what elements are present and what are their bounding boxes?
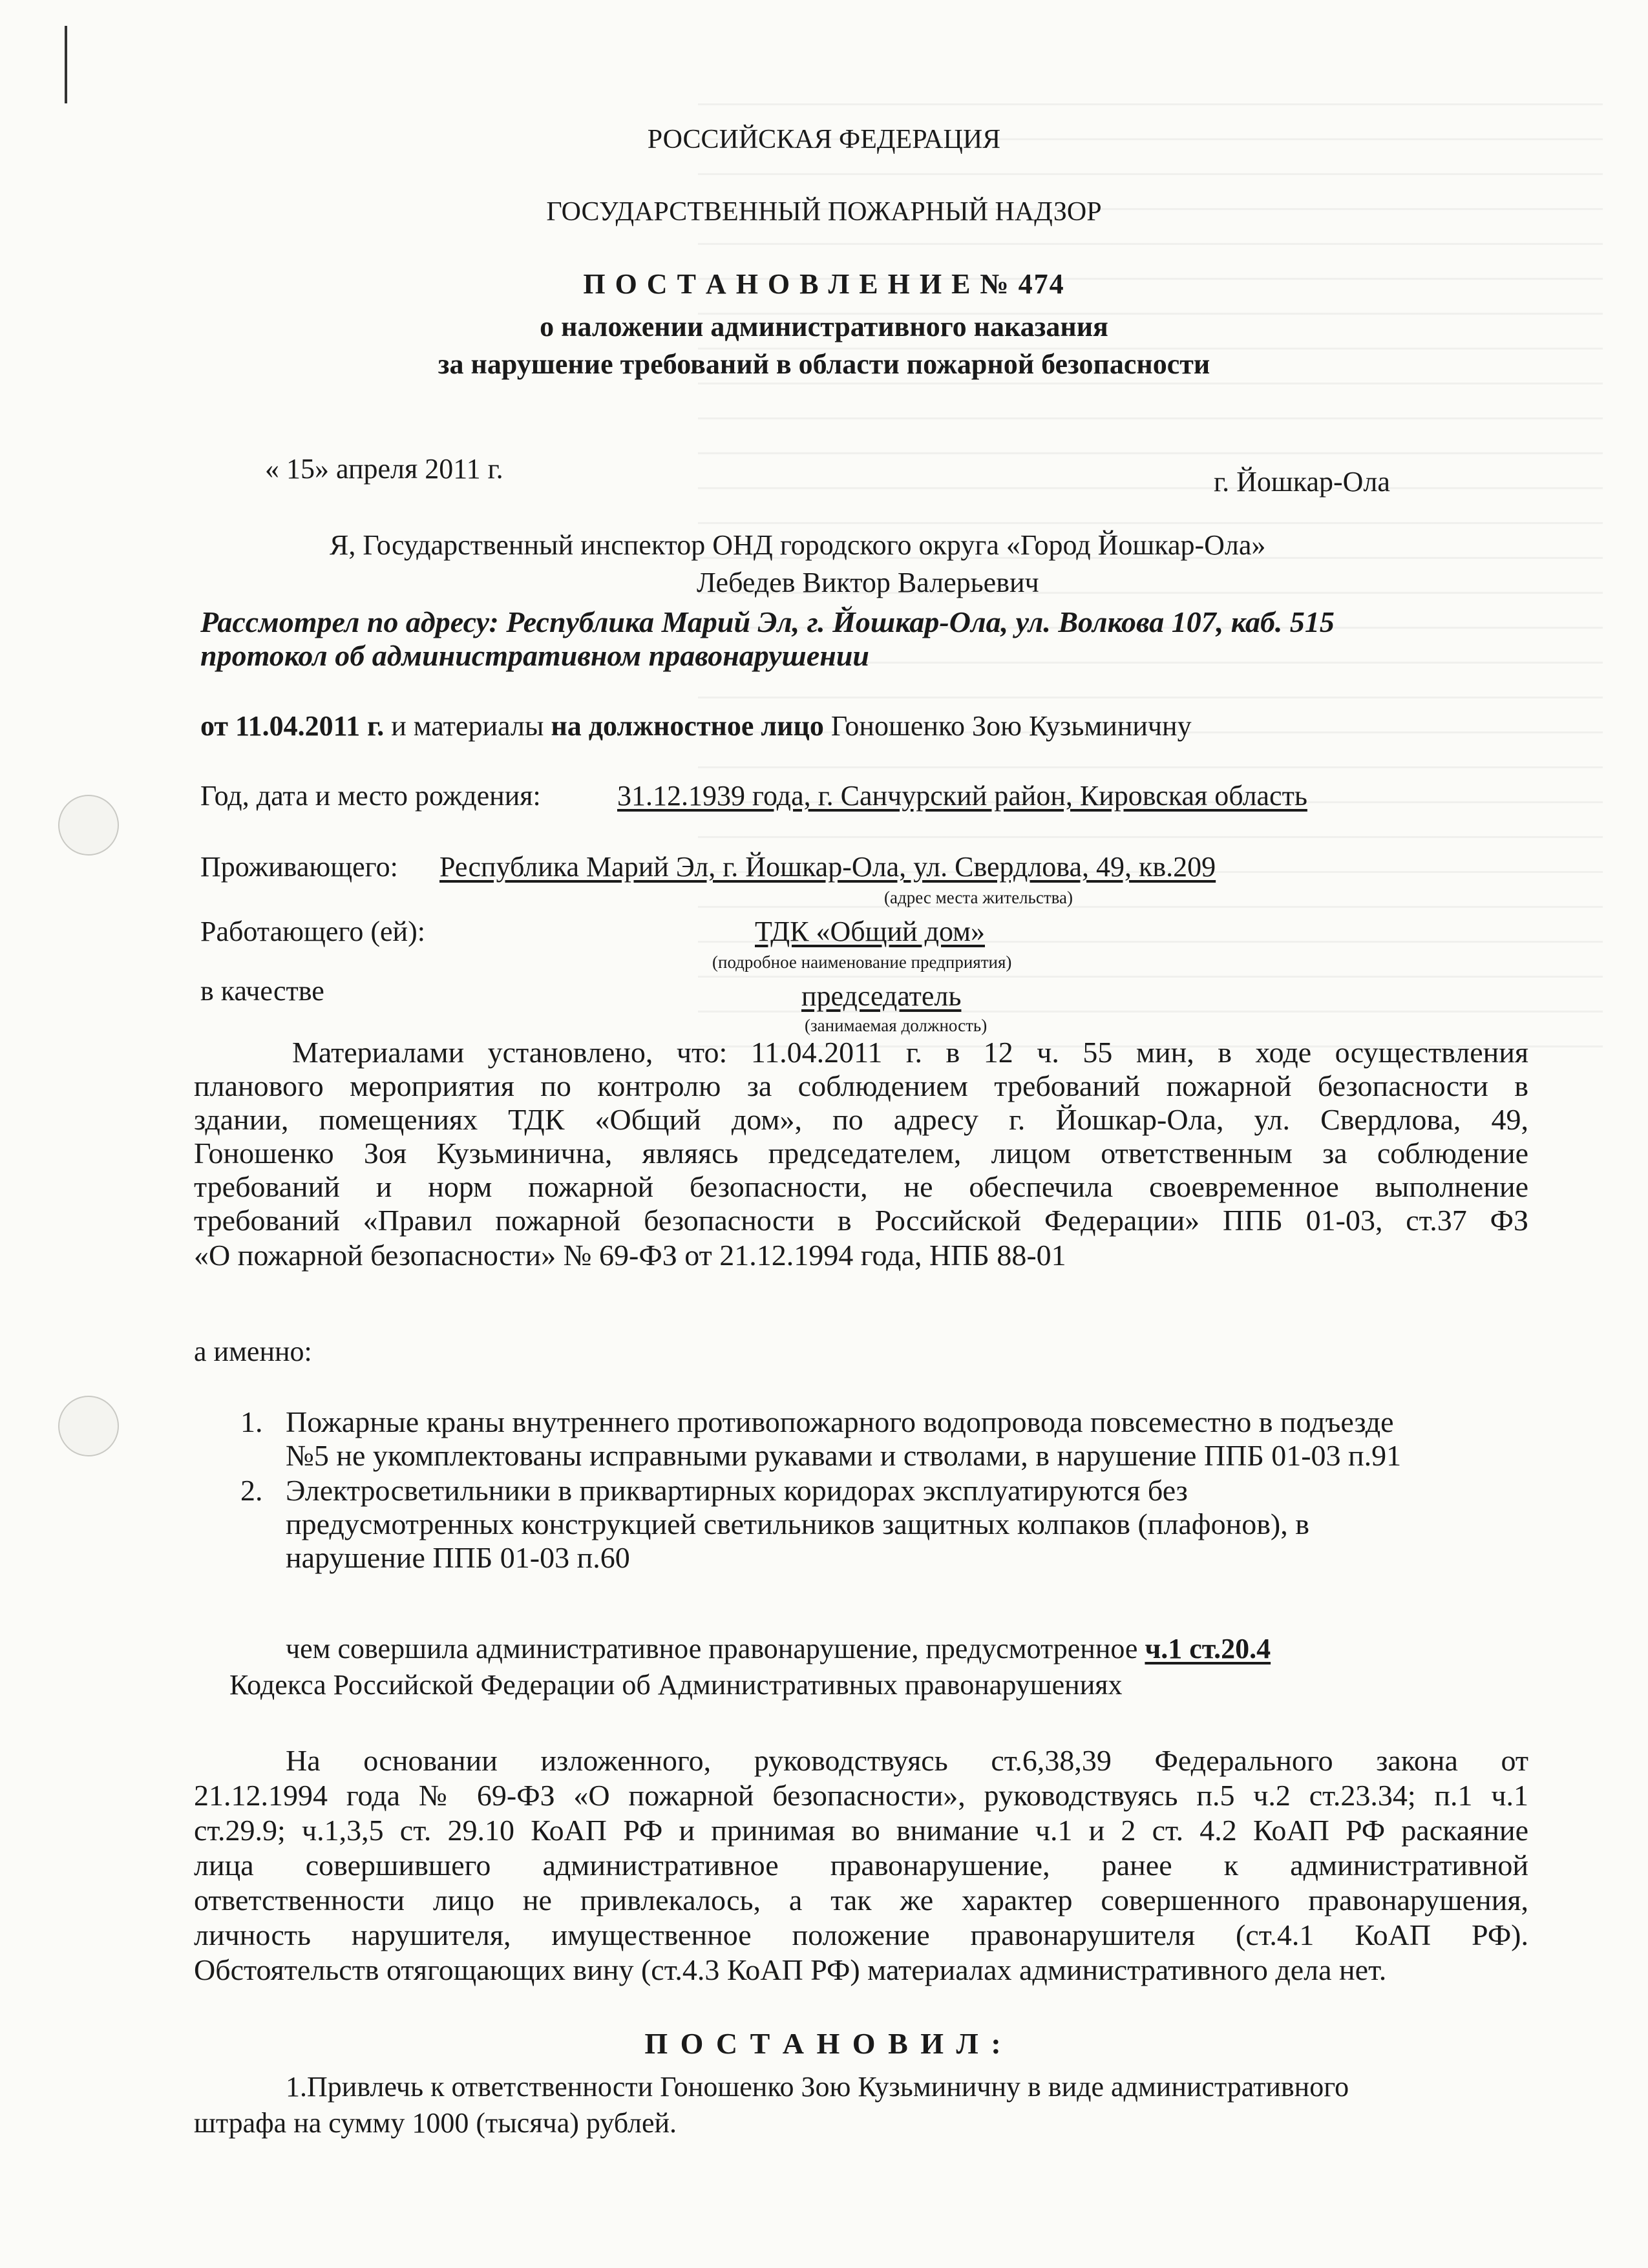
position-label: в качестве — [200, 975, 324, 1007]
offense-text: чем совершила административное правонарушение, предусмотренное — [286, 1633, 1145, 1664]
findings-line-5: требований и норм пожарной безопасности, не обеспечила своевременное выполнение — [194, 1171, 1528, 1203]
document-subtitle-2: за нарушение требований в области пожарной безопасности — [438, 348, 1210, 380]
inspector-line: Я, Государственный инспектор ОНД городского округа «Город Йошкар-Ола» — [330, 529, 1266, 561]
residence-hint: (адрес места жительства) — [884, 888, 1073, 907]
document-title: П О С Т А Н О В Л Е Н И Е № 474 — [583, 268, 1065, 300]
agency-heading: ГОСУДАРСТВЕННЫЙ ПОЖАРНЫЙ НАДЗОР — [546, 197, 1102, 227]
violation-1-line-2: №5 не укомплектованы исправными рукавами и стволами, в нарушение ППБ 01-03 п.91 — [286, 1439, 1402, 1472]
violation-1-number: 1. — [240, 1405, 263, 1438]
review-protocol: протокол об административном правонарушении — [200, 639, 869, 672]
basis-line-5: ответственности лицо не привлекалось, а так же характер совершенного правонарушения, — [194, 1884, 1528, 1916]
scan-edge-mark — [65, 26, 67, 103]
work-label: Работающего (ей): — [200, 916, 425, 947]
basis-line-3: ст.29.9; ч.1,3,5 ст. 29.10 КоАП РФ и принимая во внимание ч.1 и 2 ст. 4.2 КоАП РФ раскаяние — [194, 1814, 1528, 1847]
birth-value: 31.12.1939 года, г. Санчурский район, Кировская область — [617, 780, 1307, 812]
work-value: ТДК «Общий дом» — [755, 916, 985, 947]
punch-hole-top — [58, 795, 119, 856]
findings-line-2: планового мероприятия по контролю за соблюдением требований пожарной безопасности в — [194, 1070, 1528, 1102]
review-materials-line — [200, 709, 1192, 742]
offense-article: ч.1 ст.20.4 — [1145, 1633, 1271, 1664]
country-heading: РОССИЙСКАЯ ФЕДЕРАЦИЯ — [647, 125, 1001, 154]
punch-hole-bottom — [58, 1396, 119, 1456]
violation-2-line-2: предусмотренных конструкцией светильников защитных колпаков (плафонов), в — [286, 1507, 1309, 1540]
materials-text: и материалы — [384, 710, 551, 742]
findings-line-1: Материалами установлено, что: 11.04.2011 г. в 12 ч. 55 мин, в ходе осуществления — [292, 1036, 1528, 1069]
basis-line-2: 21.12.1994 года № 69-ФЗ «О пожарной безопасности», руководствуясь п.5 ч.2 ст.23.34; п.1 ч.1 — [194, 1780, 1528, 1812]
basis-line-4: лица совершившего административное правонарушение, ранее к административной — [194, 1849, 1528, 1882]
residence-label: Проживающего: — [200, 851, 398, 883]
decision-line-2: штрафа на сумму 1000 (тысяча) рублей. — [194, 2107, 677, 2139]
decision-heading: П О С Т А Н О В И Л : — [644, 2027, 1004, 2060]
inspector-name: Лебедев Виктор Валерьевич — [697, 567, 1039, 598]
document-date: « 15» апреля 2011 г. — [265, 453, 503, 485]
basis-line-6: личность нарушителя, имущественное положение правонарушителя (ст.4.1 КоАП РФ). — [194, 1919, 1528, 1951]
decision-line-1: 1.Привлечь к ответственности Гоношенко Зою Кузьминичну в виде административного — [286, 2071, 1349, 2103]
residence-value: Республика Марий Эл, г. Йошкар-Ола, ул. Свердлова, 49, кв.209 — [439, 851, 1216, 883]
review-address: Рассмотрел по адресу: Республика Марий Эл, г. Йошкар-Ола, ул. Волкова 107, каб. 515 — [200, 605, 1335, 638]
violation-2-line-1: Электросветильники в приквартирных коридорах эксплуатируются без — [286, 1474, 1188, 1507]
birth-label: Год, дата и место рождения: — [200, 780, 541, 812]
findings-line-6: требований «Правил пожарной безопасности в Российской Федерации» ППБ 01-03, ст.37 ФЗ — [194, 1204, 1528, 1237]
findings-line-4: Гоношенко Зоя Кузьминична, являясь председателем, лицом ответственным за соблюдение — [194, 1137, 1528, 1170]
basis-line-7: Обстоятельств отягощающих вину (ст.4.3 КоАП РФ) материалах административного дела нет. — [194, 1953, 1387, 1986]
findings-line-3: здании, помещениях ТДК «Общий дом», по адресу г. Йошкар-Ола, ул. Свердлова, 49, — [194, 1104, 1528, 1136]
position-hint: (занимаемая должность) — [805, 1016, 988, 1035]
findings-line-7: «О пожарной безопасности» № 69-ФЗ от 21.12.1994 года, НПБ 88-01 — [194, 1239, 1066, 1272]
official-label: на должностное лицо — [551, 710, 824, 742]
position-value: председатель — [801, 980, 962, 1012]
work-hint: (подробное наименование предприятия) — [712, 952, 1012, 972]
offense-line-1 — [286, 1632, 1271, 1665]
document-subtitle-1: о наложении административного наказания — [540, 311, 1108, 342]
violation-1-line-1: Пожарные краны внутреннего противопожарного водопровода повсеместно в подъезде — [286, 1405, 1394, 1438]
protocol-date: от 11.04.2011 г. — [200, 710, 385, 742]
namely-label: а именно: — [194, 1336, 312, 1367]
document-city: г. Йошкар-Ола — [1214, 466, 1390, 498]
basis-line-1: На основании изложенного, руководствуясь ст.6,38,39 Федерального закона от — [286, 1745, 1528, 1777]
person-name: Гоношенко Зою Кузьминичну — [823, 710, 1192, 742]
violation-2-line-3: нарушение ППБ 01-03 п.60 — [286, 1541, 630, 1574]
offense-line-2: Кодекса Российской Федерации об Административных правонарушениях — [229, 1669, 1123, 1701]
violation-2-number: 2. — [240, 1474, 263, 1507]
